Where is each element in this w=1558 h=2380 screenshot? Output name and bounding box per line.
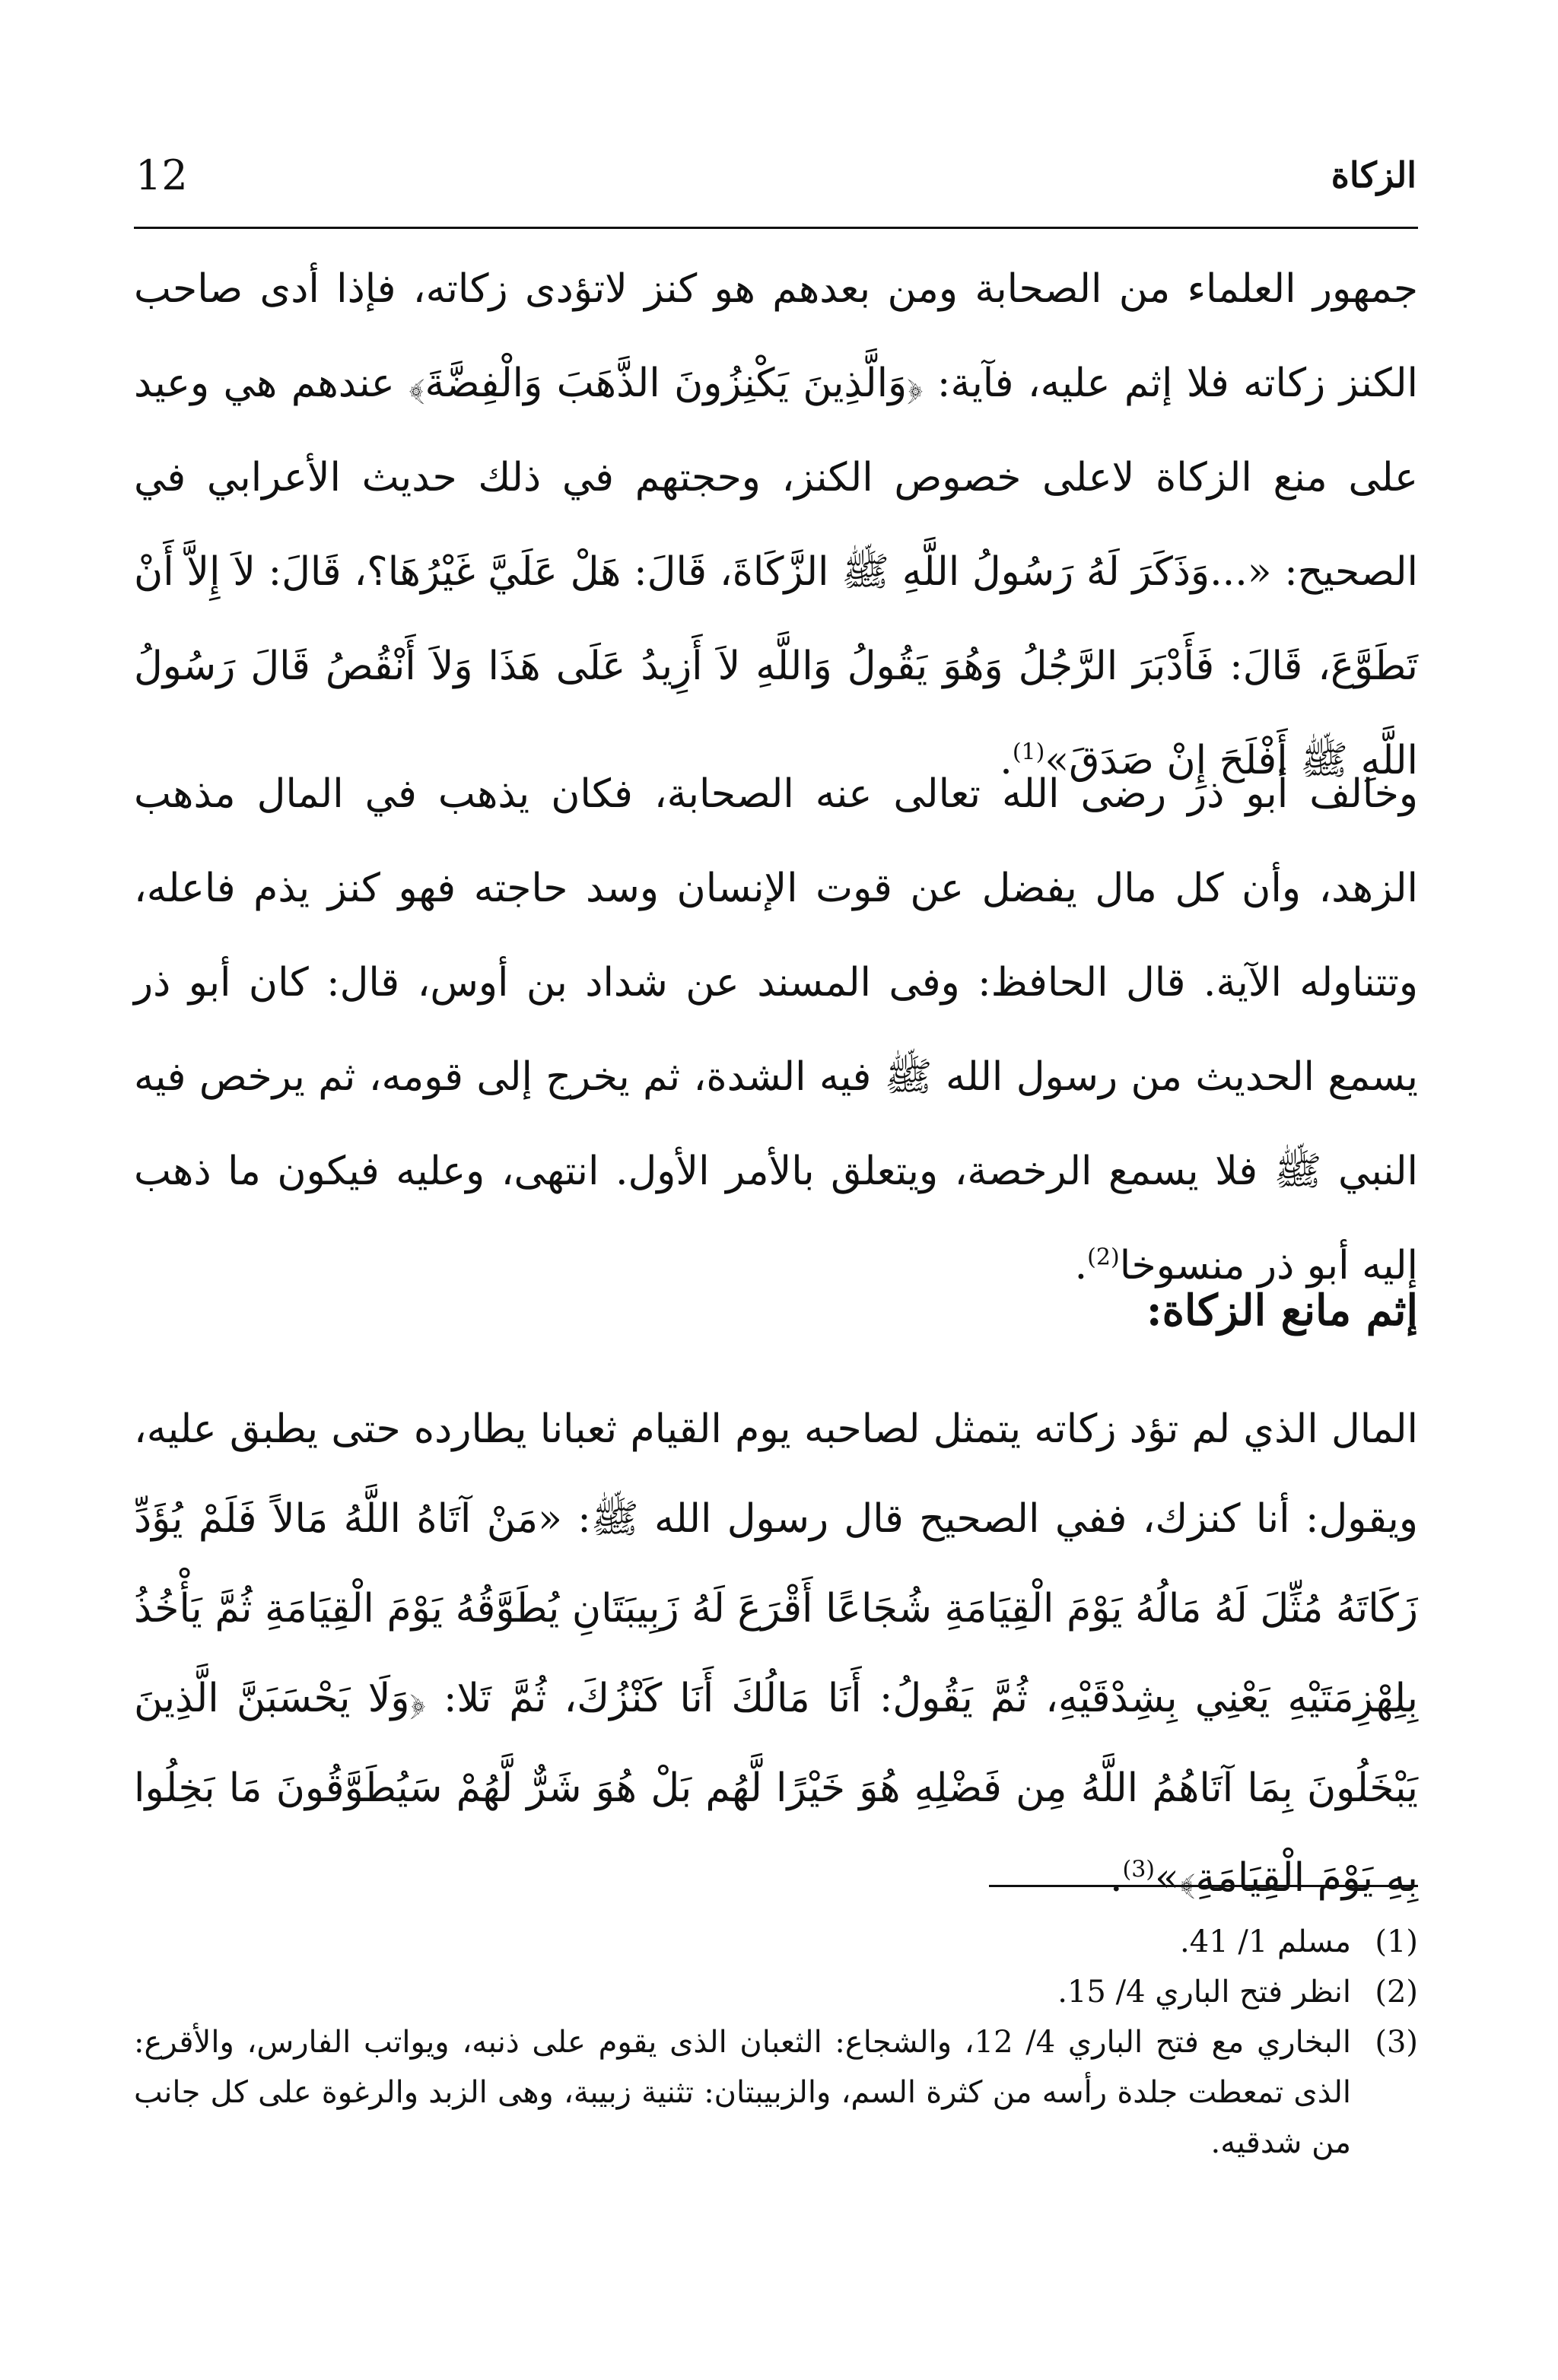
paragraph-text: وخالف أبو ذر رضى الله تعالى عنه الصحابة، فكان يذهب في المال مذهب الزهد، وأن كل مال يفضل عن قوت الإنسان وسد حاجته فهو كنز يذم فاعله، وتتناوله الآية. قال الحافظ: وفى المسند عن شداد بن أوس، قال: كان أبو ذر يسمع الحديث من رسول الله ﷺ فيه الشدة، ثم يخرج إلى قومه، ثم يرخص فيه النبي ﷺ فلا يسمع الرخصة، ويتعلق بالأمر الأول. انتهى، وعليه فيكون ما ذهب إليه أبو ذر منسوخا$^{(2)}$. <box>134 771 1418 1289</box>
page-number: 12 <box>135 151 188 199</box>
footnote-item <box>134 1967 1418 2017</box>
paragraph-withholder-sin <box>134 1384 1418 1923</box>
header-divider <box>134 227 1418 229</box>
footnote-ref-1: (1) <box>1012 739 1045 766</box>
footnote-ref-2: (2) <box>1087 1244 1120 1271</box>
footnote-divider <box>989 1885 1418 1887</box>
footnotes <box>134 1917 1418 2168</box>
paragraph-zakat-treasure <box>134 242 1418 808</box>
page-header <box>135 141 1417 209</box>
footnote-number: (1) <box>1375 1924 1418 1959</box>
footnote-text: مسلم 1/ 41. <box>1180 1924 1351 1959</box>
footnote-text: انظر فتح الباري 4/ 15. <box>1057 1975 1351 2010</box>
footnote-item <box>134 2017 1418 2168</box>
footnote-item <box>134 1917 1418 1967</box>
running-title: الزكاة <box>1331 154 1417 195</box>
paragraph-text: جمهور العلماء من الصحابة ومن بعدهم هو كنز لاتؤدى زكاته، فإذا أدى صاحب الكنز زكاته فلا إثم عليه، فآية: ﴿وَالَّذِينَ يَكْنِزُونَ الذَّهَبَ وَالْفِضَّةَ﴾ عندهم هي وعيد على منع الزكاة لاعلى خصوص الكنز، وحجتهم في ذلك حديث الأعرابي في الصحيح: «...وَذَكَرَ لَهُ رَسُولُ اللَّهِ ﷺ الزَّكَاةَ، قَالَ: هَلْ عَلَيَّ غَيْرُهَا؟، قَالَ: لاَ إِلاَّ أَنْ تَطَوَّعَ، قَالَ: فَأَدْبَرَ الرَّجُلُ وَهُوَ يَقُولُ وَاللَّهِ لاَ أَزِيدُ عَلَى هَذَا وَلاَ أَنْقُصُ قَالَ رَسُولُ اللَّهِ ﷺ أَفْلَحَ إِنْ صَدَقَ»$^{(1)}$. <box>134 266 1418 783</box>
footnote-number: (3) <box>1375 2025 1418 2060</box>
section-heading: إثم مانع الزكاة: <box>1146 1285 1418 1336</box>
footnote-text: البخاري مع فتح الباري 4/ 12، والشجاع: الثعبان الذى يقوم على ذنبه، ويواتب الفارس، والأقرع: الذى تمعطت جلدة رأسه من كثرة السم، والزبيبتان: تثنية زبيبة، وهى الزبد والرغوة على كل جانب من شدقيه. <box>134 2025 1351 2160</box>
footnote-ref-3: (3) <box>1122 1856 1155 1883</box>
paragraph-abu-dhar <box>134 747 1418 1313</box>
footnote-number: (2) <box>1375 1975 1418 2010</box>
paragraph-text: المال الذي لم تؤد زكاته يتمثل لصاحبه يوم القيام ثعبانا يطارده حتى يطبق عليه، ويقول: أنا كنزك، ففي الصحيح قال رسول الله ﷺ: «مَنْ آتَاهُ اللَّهُ مَالاً فَلَمْ يُؤَدِّ زَكَاتَهُ مُثِّلَ لَهُ مَالُهُ يَوْمَ الْقِيَامَةِ شُجَاعًا أَقْرَعَ لَهُ زَبِيبَتَانِ يُطَوَّقُهُ يَوْمَ الْقِيَامَةِ ثُمَّ يَأْخُذُ بِلِهْزِمَتَيْهِ يَعْنِي بِشِدْقَيْهِ، ثُمَّ يَقُولُ: أَنَا مَالُكَ أَنَا كَنْزُكَ، ثُمَّ تَلا: ﴿وَلَا يَحْسَبَنَّ الَّذِينَ يَبْخَلُونَ بِمَا آتَاهُمُ اللَّهُ مِن فَضْلِهِ هُوَ خَيْرًا لَّهُم بَلْ هُوَ شَرٌّ لَّهُمْ سَيُطَوَّقُونَ مَا بَخِلُوا بِهِ يَوْمَ الْقِيَامَةِ﴾»$^{(3)}$. <box>134 1406 1418 1901</box>
